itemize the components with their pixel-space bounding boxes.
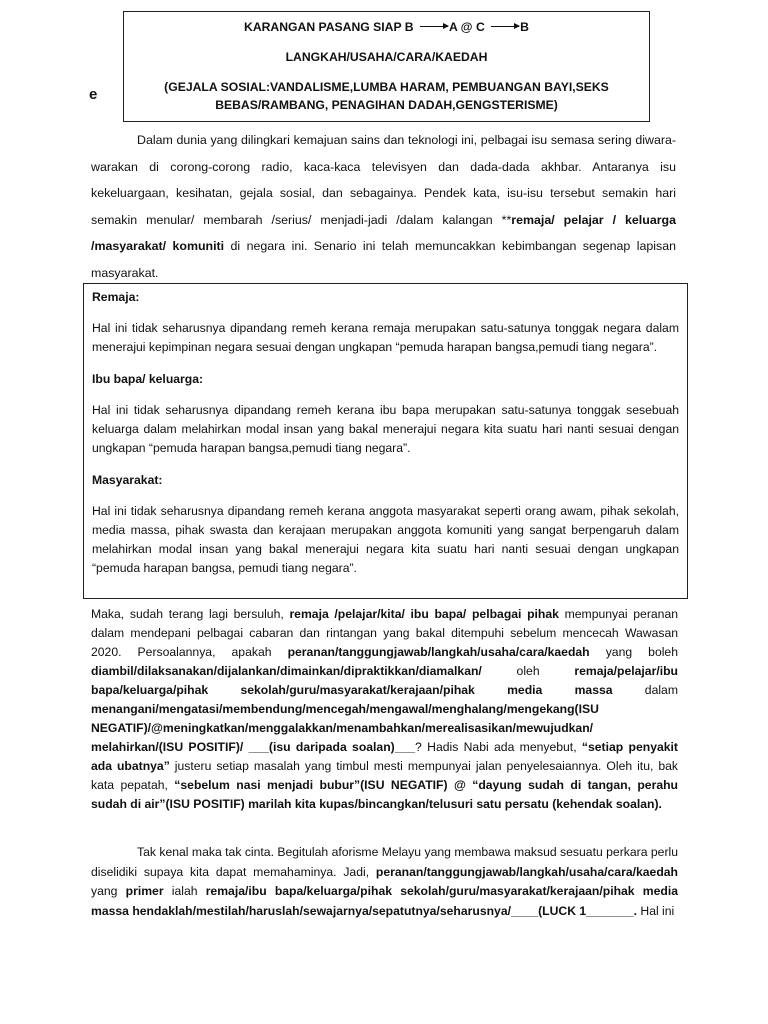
bold-run: remaja/pelajar/ibu bapa/keluarga/pihak sekolah/guru/masyarakat/kerajaan/pihak media massa — [91, 664, 678, 697]
text-run: yang boleh — [589, 645, 678, 659]
body-paragraph-3 — [91, 605, 678, 814]
remaja-text: Hal ini tidak seharusnya dipandang remeh kerana remaja merupakan satu-satunya tonggak negara dalam menerajui kepimpinan negara sesuai dengan ungkapan “pemuda harapan bangsa,pemudi tiang negara”. — [92, 321, 679, 354]
bold-run: menangani/mengatasi/membendung/mencegah/mengawal/menghalang/mengekang(ISU NEGATIF)/@meningkatkan/menggalakkan/menambahkan/merealisasikan/mewujudkan/ melahirkan/(ISU POSITIF)/ ___(isu daripada soalan)___ — [91, 702, 599, 754]
ibubapa-text: Hal ini tidak seharusnya dipandang remeh kerana ibu bapa merupakan satu-satunya tonggak sesebuah keluarga dalam melahirkan modal insan yang bakal menerajui negara kita suatu hari nanti sesuai dengan ungkapan “pemuda harapan bangsa,pemudi tiang negara”. — [92, 403, 679, 455]
text-run: justeru setiap masalah yang timbul mesti mempunyai jalan penyelesaiannya. Oleh itu, bak kata pepatah, — [91, 759, 678, 792]
masyarakat-heading: Masyarakat: — [92, 473, 163, 487]
title-line-2: LANGKAH/USAHA/CARA/KAEDAH — [285, 50, 488, 64]
intro-bold: remaja/ pelajar / keluarga /masyarakat/ komuniti — [91, 212, 676, 253]
text-run: mempunyai peranan dalam mendepani pelbagai cabaran dan rintangan yang bakal ditempuhi sebelum mencecah Wawasan 2020. Persoalannya, apakah — [91, 607, 679, 659]
bold-run: peranan/tanggungjawab/langkah/usaha/cara/kaedah — [287, 645, 590, 659]
bold-run: remaja /pelajar/kita/ ibu bapa/ pelbagai pihak — [289, 607, 559, 621]
text-run: dalam — [612, 683, 678, 697]
text-run: yang — [91, 884, 126, 898]
body-paragraph-4 — [91, 843, 678, 921]
masyarakat-text: Hal ini tidak seharusnya dipandang remeh kerana anggota masyarakat seperti orang awam, pihak sekolah, media massa, pihak swasta dan kerajaan merupakan anggota komuniti yang sangat berpengaruh dalam melahirkan modal insan yang bakal menerajui negara kita suatu hari nanti sesuai dengan ungkapan “pemuda harapan bangsa, pemudi tiang negara”. — [92, 504, 679, 575]
ibubapa-heading: Ibu bapa/ keluarga: — [92, 372, 204, 386]
text-run: oleh — [481, 664, 575, 678]
text-run: Hal ini — [637, 903, 675, 918]
title-box — [123, 11, 650, 122]
title-line-3: (GEJALA SOSIAL:VANDALISME,LUMBA HARAM, PEMBUANGAN BAYI,SEKS BEBAS/RAMBANG, PENAGIHAN DADAH,GENGSTERISME) — [164, 80, 609, 112]
bold-run: “sebelum nasi menjadi bubur”(ISU NEGATIF) @ “dayung sudah di tangan, perahu sudah di air”(ISU POSITIF) marilah kita kupas/bincangkan/telusuri satu persatu (kehendak soalan). — [91, 778, 678, 811]
title-text: KARANGAN PASANG SIAP B — [244, 20, 414, 34]
title-mid-text: A @ C — [448, 20, 485, 34]
text-run: ialah — [163, 884, 206, 898]
text-run: ? Hadis Nabi ada menyebut, — [415, 740, 582, 754]
intro-text: Dalam dunia yang dilingkari kemajuan sains dan teknologi ini, pelbagai isu semasa sering diwara-warakan di corong-corong radio, kaca-kaca televisyen dan dada-dada akhbar. Antaranya isu kekeluargaan, kesihatan, gejala sosial, dan sebagainya. Pendek kata, isu-isu tersebut semakin hari semakin menular/ membarah /serius/ menjadi-jadi /dalam kalangan ** — [91, 133, 676, 227]
remaja-heading: Remaja: — [92, 290, 140, 304]
text-run: Maka, sudah terang lagi bersuluh, — [91, 607, 290, 621]
bold-run: diambil/dilaksanakan/dijalankan/dimainkan/dipraktikkan/diamalkan/ — [91, 664, 482, 678]
intro-paragraph — [91, 127, 676, 286]
arrow-icon — [491, 26, 519, 27]
title-end-text: B — [520, 20, 529, 34]
bold-run: remaja/ibu bapa/keluarga/pihak sekolah/guru/masyarakat/kerajaan/pihak media massa hendaklah/mestilah/haruslah/sewajarnya/sepatutnya/seharusnya/____(LUCK 1_______. — [91, 884, 678, 918]
bold-run: primer — [125, 884, 164, 898]
page-margin-letter: e — [89, 86, 98, 103]
stakeholder-box — [83, 283, 688, 599]
bold-run: “setiap penyakit ada ubatnya” — [91, 740, 678, 773]
title-line-1 — [124, 18, 649, 36]
intro-text-end: di negara ini. Senario ini telah memuncakkan kebimbangan segenap lapisan masyarakat. — [91, 239, 676, 280]
text-run: Tak kenal maka tak cinta. Begitulah aforisme Melayu yang membawa maksud sesuatu perkara perlu diselidiki supaya kita dapat memahaminya. Jadi, — [91, 845, 678, 879]
arrow-icon — [420, 26, 448, 27]
bold-run: peranan/tanggungjawab/langkah/usaha/cara/kaedah — [375, 864, 678, 879]
